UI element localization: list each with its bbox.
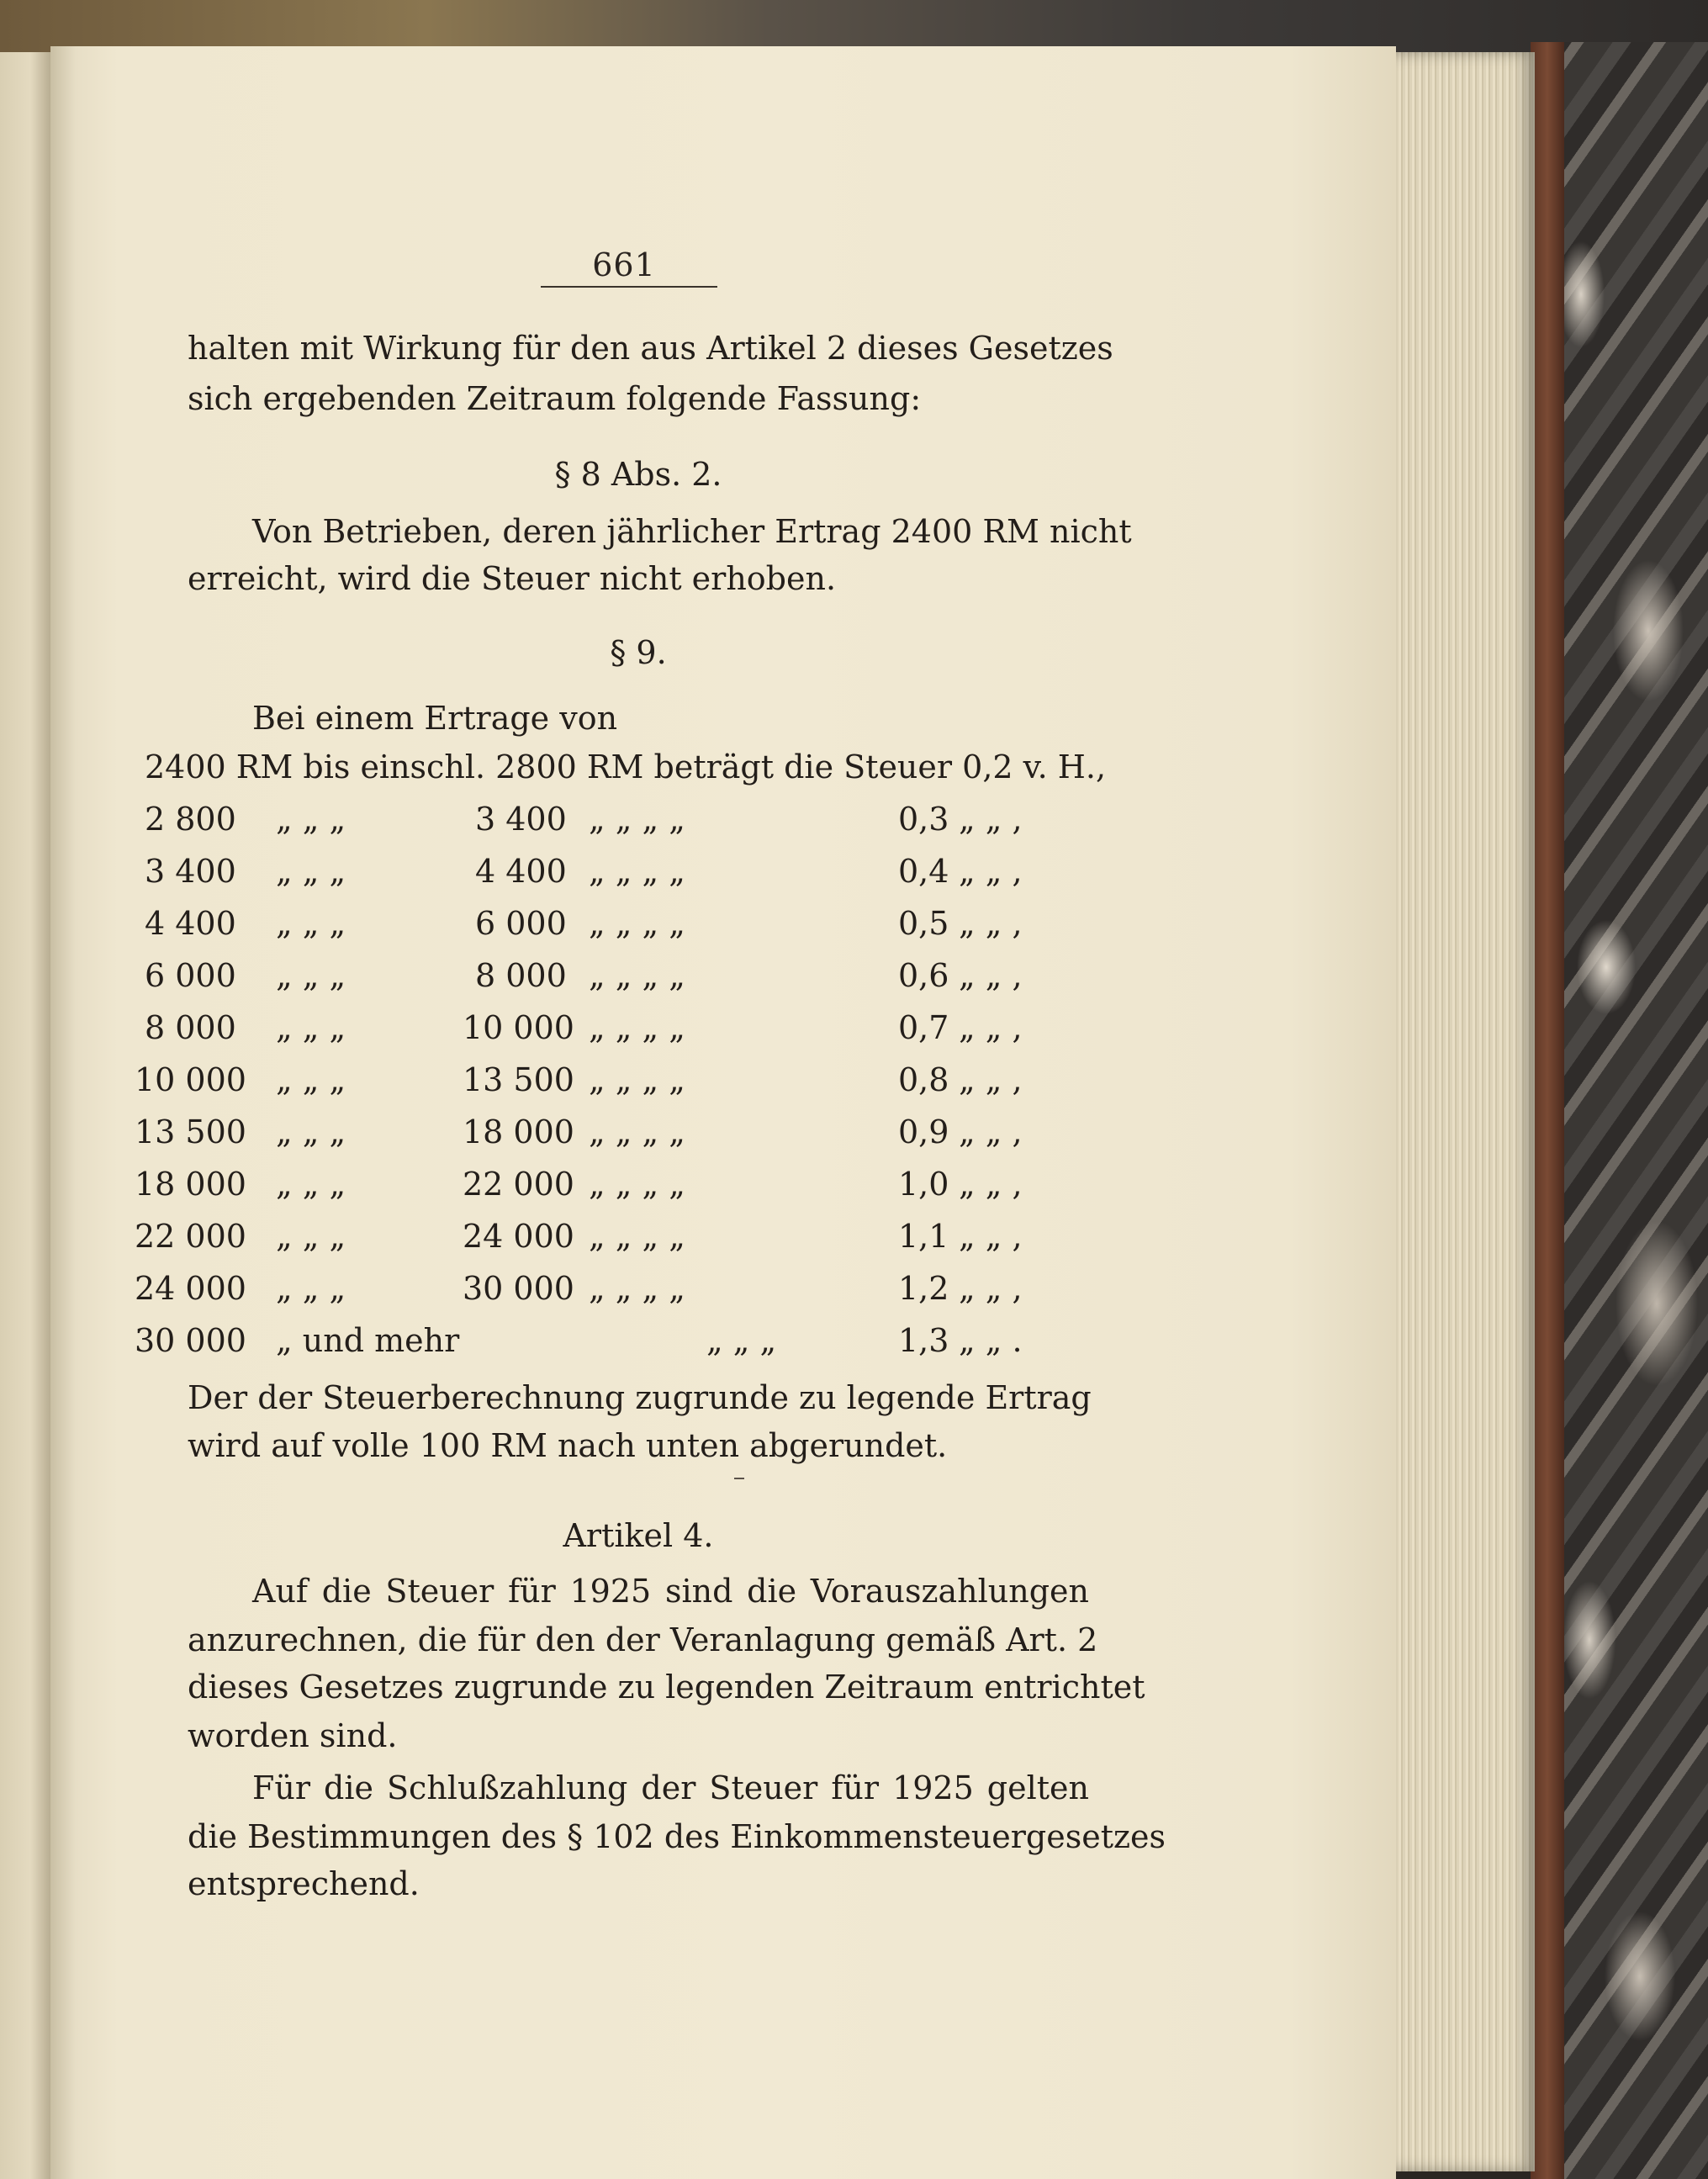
from-value: 10 000: [135, 1061, 246, 1098]
rate-value: 1,2: [898, 1270, 949, 1307]
ditto-marks: „ „ „ „: [589, 957, 685, 994]
ditto-marks: „ „ „ „: [589, 801, 685, 838]
rate-value: 0,9: [898, 1113, 949, 1150]
ditto-marks: „ „ ,: [959, 957, 1023, 994]
to-value: 8 000: [475, 957, 567, 994]
ditto-marks: „ „ „: [276, 1270, 346, 1307]
ditto-marks: „ „ ,: [959, 905, 1023, 942]
ditto-marks: „ „ „: [276, 1113, 346, 1150]
ditto-marks: „ „ „: [276, 1166, 346, 1203]
from-value: 2 800: [145, 801, 236, 838]
ditto-marks: „ „ „: [276, 853, 346, 890]
ditto-marks: „ „ „ „: [589, 1218, 685, 1255]
ditto-marks: „ „ „: [706, 1322, 777, 1359]
ditto-marks: „ „ „: [276, 1009, 346, 1046]
from-value: 8 000: [145, 1009, 236, 1046]
from-value: 4 400: [145, 905, 236, 942]
from-value: 24 000: [135, 1270, 246, 1307]
ditto-marks: „ „ „: [276, 905, 346, 942]
ditto-marks: „ „ ,: [959, 1113, 1023, 1150]
header-rule: [541, 286, 717, 288]
ditto-marks: „ „ .: [959, 1322, 1023, 1359]
to-value: 13 500: [463, 1061, 574, 1098]
text-line: Von Betrieben, deren jährlicher Ertrag 2400 RM nicht: [252, 513, 1132, 550]
text-line: erreicht, wird die Steuer nicht erhoben.: [188, 560, 837, 597]
from-value: 22 000: [135, 1218, 246, 1255]
page-block-edges: [1392, 52, 1535, 2171]
book-page: [50, 46, 1396, 2179]
ditto-marks: „ „ „ „: [589, 1113, 685, 1150]
rate-value: 0,6: [898, 957, 949, 994]
from-value: 13 500: [135, 1113, 246, 1150]
ditto-marks: „ „ ,: [959, 1270, 1023, 1307]
from-value: 6 000: [145, 957, 236, 994]
to-value: 3 400: [475, 801, 567, 838]
text-line: worden sind.: [188, 1717, 398, 1754]
rate-value: 1,3: [898, 1322, 949, 1359]
from-value: 30 000: [135, 1322, 246, 1359]
text-line: Auf die Steuer für 1925 sind die Vorauszahlungen: [252, 1573, 1089, 1610]
to-value: 4 400: [475, 853, 567, 890]
text-line: sich ergebenden Zeitraum folgende Fassung:: [188, 380, 922, 417]
ditto-marks: „ „ „: [276, 801, 346, 838]
to-value: 10 000: [463, 1009, 574, 1046]
rate-value: 1,1: [898, 1218, 949, 1255]
from-value: 3 400: [145, 853, 236, 890]
ditto-marks: „ „ ,: [959, 853, 1023, 890]
ditto-marks: „ „ „ „: [589, 853, 685, 890]
text-line: dieses Gesetzes zugrunde zu legenden Zeitraum entrichtet: [188, 1669, 1145, 1706]
text-line: halten mit Wirkung für den aus Artikel 2 dieses Gesetzes: [188, 330, 1113, 367]
to-value: 22 000: [463, 1166, 574, 1203]
ditto-marks: „ „ „: [276, 1061, 346, 1098]
ditto-marks: „ „ ,: [959, 1218, 1023, 1255]
ditto-marks: „ und mehr: [276, 1322, 460, 1359]
to-value: 30 000: [463, 1270, 574, 1307]
rate-value: 1,0: [898, 1166, 949, 1203]
facing-page-edge: [0, 52, 50, 2179]
text-line: wird auf volle 100 RM nach unten abgerundet.: [188, 1427, 948, 1464]
ditto-marks: „ „ „ „: [589, 1009, 685, 1046]
rate-value: 0,7: [898, 1009, 949, 1046]
ditto-marks: „ „ ,: [959, 801, 1023, 838]
section-heading: § 8 Abs. 2.: [554, 456, 722, 493]
ditto-marks: „ „ „: [276, 1218, 346, 1255]
table-first-row: 2400 RM bis einschl. 2800 RM beträgt die Steuer 0,2 v. H.,: [145, 748, 1107, 785]
leather-cover-edge: [1531, 42, 1564, 2179]
article-heading: Artikel 4.: [563, 1517, 714, 1554]
mark: [734, 1478, 744, 1479]
text-line: anzurechnen, die für den der Veranlagung gemäß Art. 2: [188, 1621, 1098, 1658]
rate-value: 0,8: [898, 1061, 949, 1098]
ditto-marks: „ „ ,: [959, 1061, 1023, 1098]
table-intro: Bei einem Ertrage von: [252, 700, 618, 737]
ditto-marks: „ „ „ „: [589, 1061, 685, 1098]
page-number: 661: [592, 246, 656, 283]
text-line: Für die Schlußzahlung der Steuer für 1925 gelten: [252, 1769, 1089, 1806]
text-line: Der der Steuerberechnung zugrunde zu legende Ertrag: [188, 1379, 1092, 1416]
ditto-marks: „ „ „: [276, 957, 346, 994]
ditto-marks: „ „ ,: [959, 1166, 1023, 1203]
text-line: die Bestimmungen des § 102 des Einkommensteuergesetzes: [188, 1818, 1166, 1855]
ditto-marks: „ „ „ „: [589, 1270, 685, 1307]
ditto-marks: „ „ „ „: [589, 905, 685, 942]
text-line: entsprechend.: [188, 1865, 420, 1902]
ditto-marks: „ „ „ „: [589, 1166, 685, 1203]
rate-value: 0,5: [898, 905, 949, 942]
rate-value: 0,3: [898, 801, 949, 838]
to-value: 24 000: [463, 1218, 574, 1255]
ditto-marks: „ „ ,: [959, 1009, 1023, 1046]
rate-value: 0,4: [898, 853, 949, 890]
section-heading: § 9.: [610, 634, 667, 671]
from-value: 18 000: [135, 1166, 246, 1203]
to-value: 18 000: [463, 1113, 574, 1150]
to-value: 6 000: [475, 905, 567, 942]
